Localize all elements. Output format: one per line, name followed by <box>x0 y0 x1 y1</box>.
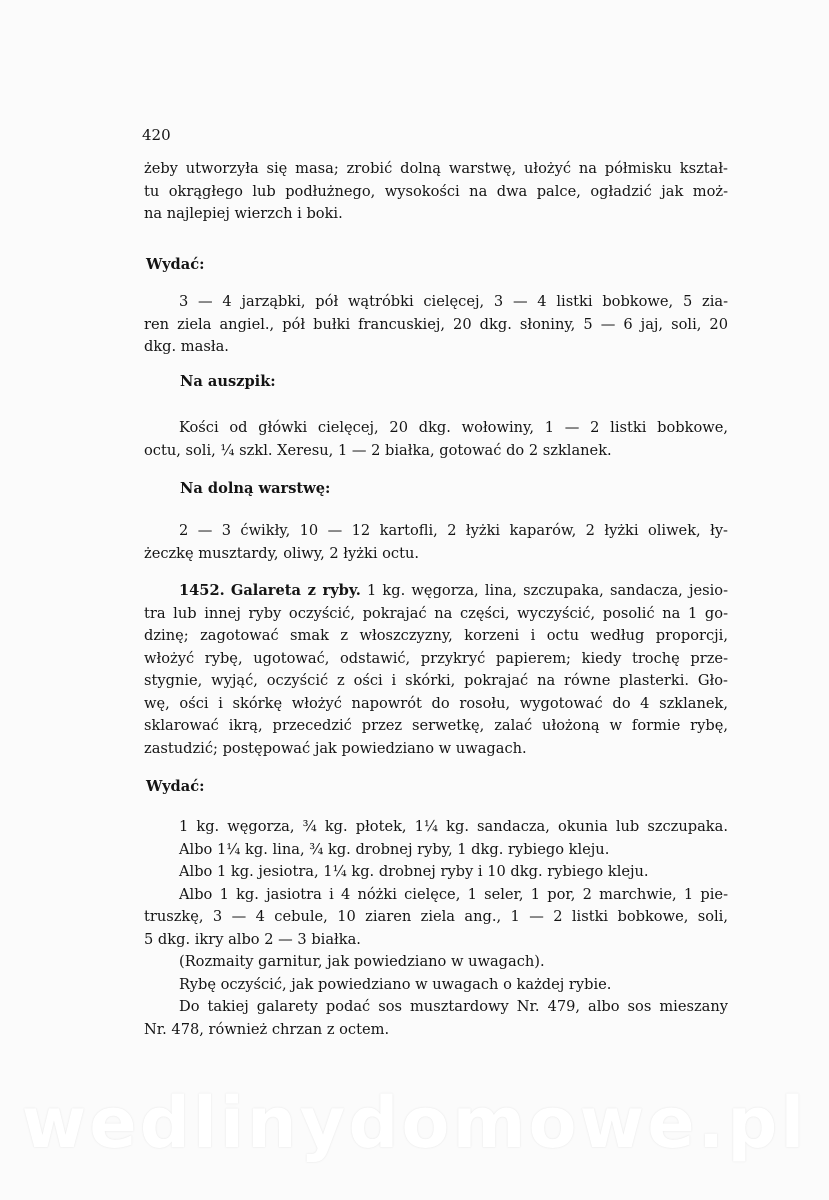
text-line: żeczkę musztardy, oliwy, 2 łyżki octu. <box>144 544 419 562</box>
text-line: 2 — 3 ćwikły, 10 — 12 kartofli, 2 łyżki kaparów, 2 łyżki oliwek, ły- <box>179 522 728 539</box>
text-line: 1 kg. węgorza, ¾ kg. płotek, 1¼ kg. sandacza, okunia lub szczupaka. <box>179 818 728 835</box>
text-line: truszkę, 3 — 4 cebule, 10 ziaren ziela ang., 1 — 2 listki bobkowe, soli, <box>144 908 728 925</box>
text-line: Do takiej galarety podać sos musztardowy Nr. 479, albo sos mieszany <box>179 998 728 1015</box>
recipe-number: 1452. <box>179 582 225 599</box>
heading-dolna-warstwa: Na dolną warstwę: <box>180 480 331 497</box>
text-line: wę, ości i skórkę włożyć napowrót do rosołu, wygotować do 4 szklanek, <box>144 694 728 712</box>
text-line: octu, soli, ¼ szkl. Xeresu, 1 — 2 białka, gotować do 2 szklanek. <box>144 441 612 459</box>
text-line: Albo 1¼ kg. lina, ¾ kg. drobnej ryby, 1 dkg. rybiego kleju. <box>179 840 610 858</box>
text-line: sklarować ikrą, przecedzić przez serwetkę, zalać ułożoną w formie rybę, <box>144 717 728 734</box>
auszpik-ingredients <box>144 417 728 462</box>
text-line: (Rozmaity garnitur, jak powiedziano w uwagach). <box>179 953 545 970</box>
watermark: wedlinydomowe.pl <box>21 1082 808 1164</box>
recipe-first-line <box>144 580 728 603</box>
text-line: zastudzić; postępować jak powiedziano w uwagach. <box>144 739 527 757</box>
text-line: tu okrągłego lub podłużnego, wysokości na dwa palce, ogładzić jak moż- <box>144 182 728 200</box>
ingredients-1 <box>144 291 728 359</box>
heading-auszpik: Na auszpik: <box>180 373 276 390</box>
text-line: włożyć rybę, ugotować, odstawić, przykryć papierem; kiedy trochę prze- <box>144 649 728 667</box>
text-line: stygnie, wyjąć, oczyścić z ości i skórki, pokrajać na równe plasterki. Gło- <box>144 672 728 689</box>
text-line: dzinę; zagotować smak z włoszczyzny, korzeni i octu według proporcji, <box>144 627 728 644</box>
text-line: Nr. 478, również chrzan z octem. <box>144 1020 390 1038</box>
page-number: 420 <box>142 126 171 144</box>
heading-wydac-2: Wydać: <box>146 778 205 795</box>
text-line: dkg. masła. <box>144 338 229 355</box>
text-line: na najlepiej wierzch i boki. <box>144 205 343 222</box>
ingredients-2 <box>144 816 728 1041</box>
text-line: Kości od główki cielęcej, 20 dkg. wołowiny, 1 — 2 listki bobkowe, <box>179 419 728 436</box>
recipe-1452 <box>144 580 728 760</box>
text-line: tra lub innej ryby oczyścić, pokrajać na części, wyczyścić, posolić na 1 go- <box>144 604 728 622</box>
text-line: 5 dkg. ikry albo 2 — 3 białka. <box>144 930 361 948</box>
dolna-ingredients <box>144 520 728 565</box>
text-line: Albo 1 kg. jesiotra, 1¼ kg. drobnej ryby i 10 dkg. rybiego kleju. <box>179 863 649 880</box>
intro-paragraph <box>144 158 728 226</box>
text-line: Albo 1 kg. jasiotra i 4 nóżki cielęce, 1 seler, 1 por, 2 marchwie, 1 pie- <box>179 885 728 903</box>
text-line: Rybę oczyścić, jak powiedziano w uwagach o każdej rybie. <box>179 975 612 993</box>
recipe-title: Galareta z ryby. <box>230 582 361 599</box>
text-line: żeby utworzyła się masa; zrobić dolną warstwę, ułożyć na półmisku kształ- <box>144 160 728 177</box>
text-line: ren ziela angiel., pół bułki francuskiej, 20 dkg. słoniny, 5 — 6 jaj, soli, 20 <box>144 315 728 333</box>
heading-wydac-1: Wydać: <box>146 256 205 273</box>
text-line: 3 — 4 jarząbki, pół wątróbki cielęcej, 3 — 4 listki bobkowe, 5 zia- <box>179 293 728 310</box>
text-line: 1 kg. węgorza, lina, szczupaka, sandacza, jesio- <box>366 582 728 599</box>
